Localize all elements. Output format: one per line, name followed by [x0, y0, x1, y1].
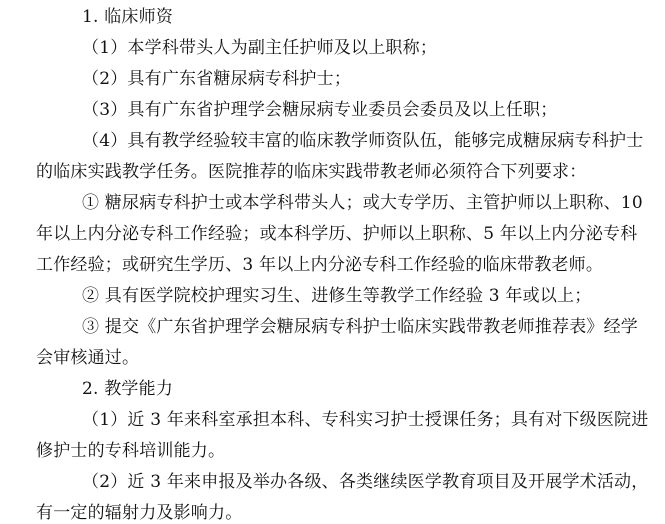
- paragraph-line: 有一定的辐射力及影响力。: [36, 503, 243, 523]
- requirement-item: ③ 提交《广东省护理学会糖尿病专科护士临床实践带教老师推荐表》经学: [82, 317, 639, 337]
- heading-teaching-ability: 2. 教学能力: [82, 379, 174, 399]
- heading-clinical-faculty: 1. 临床师资: [82, 7, 174, 27]
- paragraph-line: （3）具有广东省护理学会糖尿病专业委员会委员及以上任职；: [82, 100, 558, 120]
- paragraph-line: 修护士的专科培训能力。: [36, 441, 226, 461]
- paragraph-line: 会审核通过。: [36, 348, 140, 368]
- paragraph-line: （1）本学科带头人为副主任护师及以上职称；: [82, 38, 438, 58]
- paragraph-line: （2）具有广东省糖尿病专科护士；: [82, 69, 352, 89]
- paragraph-line: 的临床实践教学任务。医院推荐的临床实践带教老师必须符合下列要求：: [36, 162, 587, 182]
- requirement-item: ② 具有医学院校护理实习生、进修生等教学工作经验 3 年或以上；: [82, 286, 592, 306]
- requirement-item: ① 糖尿病专科护士或本学科带头人；或大专学历、主管护师以上职称、10: [82, 193, 643, 213]
- paragraph-line: 年以上内分泌专科工作经验；或本科学历、护师以上职称、5 年以上内分泌专科: [36, 224, 638, 244]
- paragraph-line: （4）具有教学经验较丰富的临床教学师资队伍，能够完成糖尿病专科护士: [82, 131, 644, 151]
- paragraph-line: （1）近 3 年来科室承担本科、专科实习护士授课任务；具有对下级医院进: [82, 410, 649, 430]
- paragraph-line: 工作经验；或研究生学历、3 年以上内分泌专科工作经验的临床带教老师。: [36, 255, 604, 275]
- paragraph-line: （2）近 3 年来申报及举办各级、各类继续医学教育项目及开展学术活动，: [82, 472, 649, 492]
